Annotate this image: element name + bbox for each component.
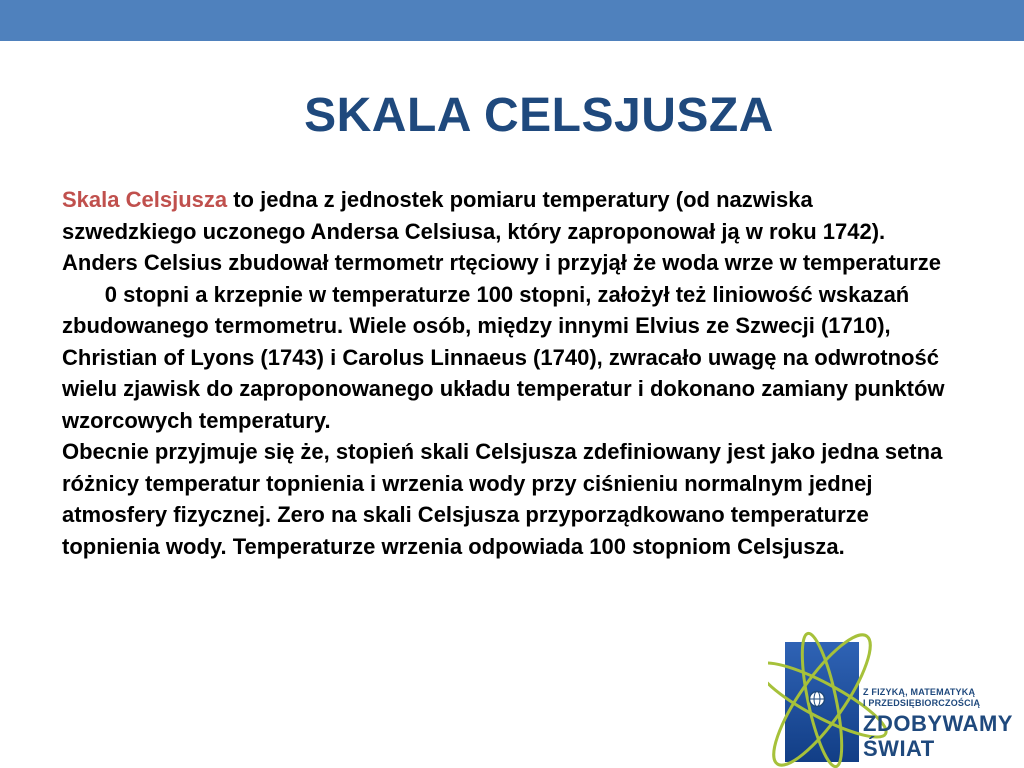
project-logo	[768, 622, 1024, 768]
logo-tagline-line1: Z FIZYKĄ, MATEMATYKĄ	[863, 687, 976, 697]
history-text-gap	[62, 282, 105, 307]
logo-title-line2: ŚWIAT	[863, 736, 935, 761]
history-text-part2: 0 stopni a krzepnie w temperaturze 100 stopni, założył też liniowość wskazań zbudowanego termometru. Wiele osób, między innymi Elvius ze Szwecji (1710), Christian of Lyons (1743) i Carolus Linnaeus (1740), zwracało uwagę na odwrotność wielu zjawisk do zaproponowanego układu temperatur i dokonano zamiany punktów wzorcowych temperatury.	[62, 281, 945, 433]
definition-text: to jedna z jednostek pomiaru temperatury (od nazwiska szwedzkiego uczonego Andersa Celsiusa, który zaproponował ją w roku 1742).	[62, 187, 886, 244]
highlighted-term: Skala Celsjusza	[62, 187, 228, 212]
paragraph-modern-definition: Obecnie przyjmuje się że, stopień skali Celsjusza zdefiniowany jest jako jedna setna różnicy temperatur topnienia i wrzenia wody przy ciśnieniu normalnym jednej atmosfery fizycznej. Zero na skali Celsjusza przyporządkowano temperaturze topnienia wody. Temperaturze wrzenia odpowiada 100 stopniom Celsjusza.	[62, 439, 943, 559]
globe-icon	[810, 692, 825, 707]
history-text-part1: Anders Celsius zbudował termometr rtęciowy i przyjął że woda wrze w temperaturze	[62, 250, 942, 275]
logo-title-line1: ZDOBYWAMY	[863, 711, 1013, 736]
slide-body	[62, 184, 947, 562]
paragraph-definition	[62, 184, 947, 247]
slide-title: SKALA CELSJUSZA	[304, 89, 774, 142]
top-accent-bar	[0, 0, 1024, 41]
paragraph-history	[62, 247, 947, 436]
logo-tagline-line2: I PRZEDSIĘBIORCZOŚCIĄ	[863, 698, 981, 708]
